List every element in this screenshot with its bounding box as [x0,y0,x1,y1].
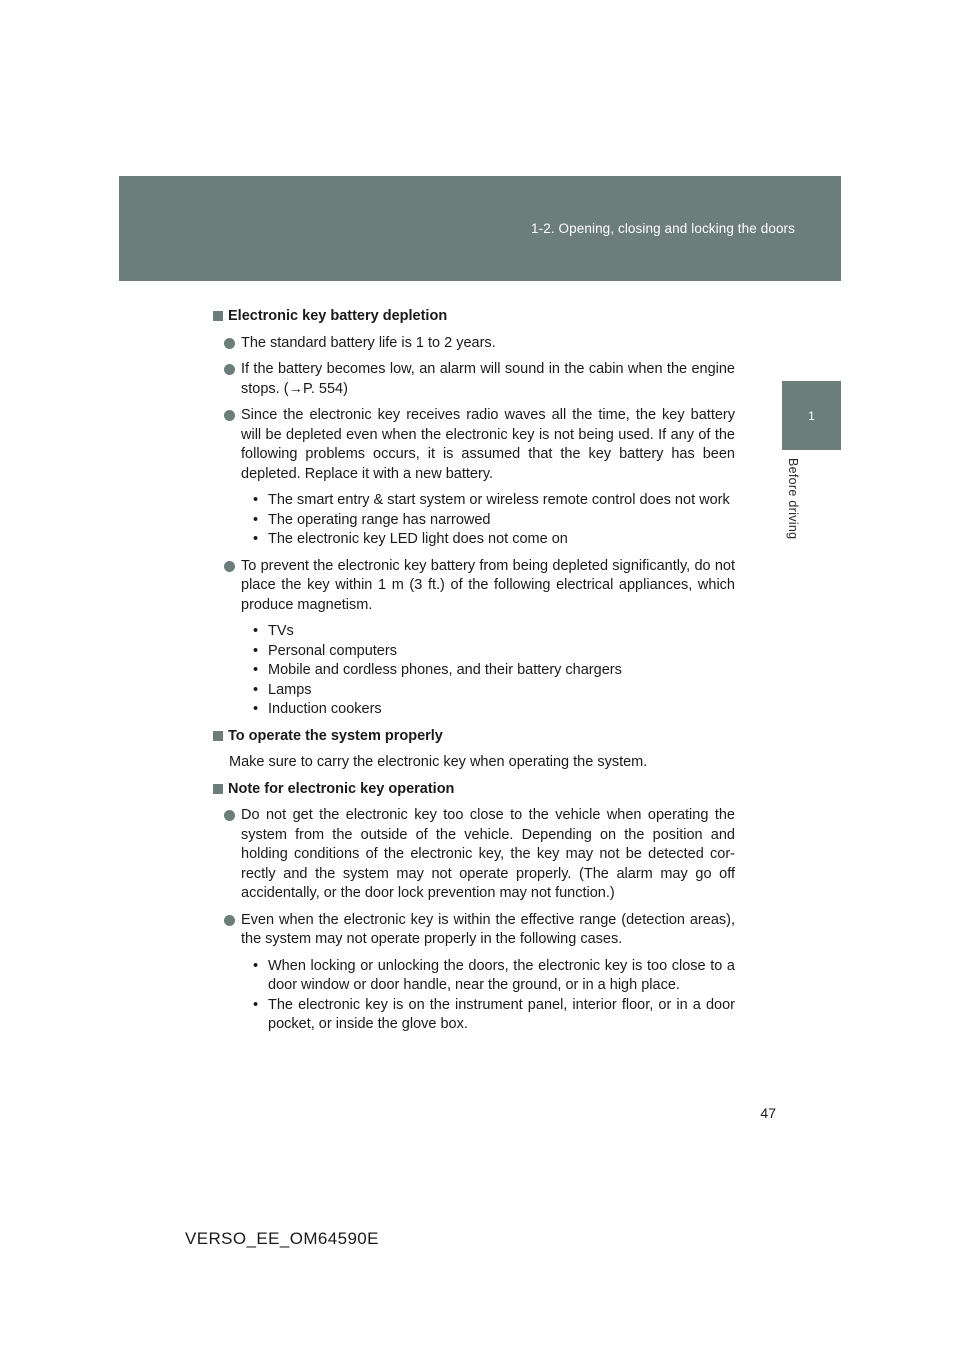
sub-list-item: • The electronic key LED light does not come on [241,530,735,550]
circle-bullet-icon [224,410,235,421]
bullet-item: To prevent the electronic key battery from being depleted significantly, do not place the key within 1 m (3 ft.) of the following electrical appliances, which produce magnetism. [212,557,735,616]
document-code: VERSO_EE_OM64590E [185,1229,379,1248]
bullet-item: Since the electronic key receives radio waves all the time, the key battery will be depleted even when the electronic key is not being used. If any of the following problems occurs, it is assumed that the key battery has been depleted. Replace it with a new battery. [212,406,735,484]
sub-list [241,622,735,720]
chapter-number: 1 [808,408,815,423]
square-bullet-icon [213,784,223,794]
bullet-item: If the battery becomes low, an alarm will sound in the cabin when the engine stops. (→P. 554) [212,360,735,399]
circle-bullet-icon [224,338,235,349]
page-content [212,307,735,1042]
bullet-item: Even when the electronic key is within the effective range (detection areas), the system may not operate properly in the following cases. [212,911,735,950]
section-heading: To operate the system properly [212,727,735,747]
sub-list-item: • Lamps [241,681,735,701]
section-heading: Note for electronic key operation [212,780,735,800]
sub-list-item: • TVs [241,622,735,642]
square-bullet-icon [213,731,223,741]
sub-list-item: • The operating range has narrowed [241,511,735,531]
circle-bullet-icon [224,810,235,821]
paragraph: Make sure to carry the electronic key when operating the system. [229,754,648,770]
sub-list-item: • Mobile and cordless phones, and their battery chargers [241,661,735,681]
section-heading: Electronic key battery depletion [212,307,735,327]
sub-list-item: • Induction cookers [241,700,735,720]
chapter-label: Before driving [786,458,800,540]
page-number: 47 [760,1105,776,1121]
circle-bullet-icon [224,915,235,926]
section-title: 1-2. Opening, closing and locking the doors [531,221,795,236]
chapter-tab [782,381,841,450]
circle-bullet-icon [224,561,235,572]
sub-list-item: • The smart entry & start system or wireless remote control does not work [241,491,735,511]
sub-list-item: • When locking or unlocking the doors, the electronic key is too close to a door window or door handle, near the ground, or in a high place. [241,957,735,996]
sub-list-item: • The electronic key is on the instrument panel, interior floor, or in a door pocket, or inside the glove box. [241,996,735,1035]
sub-list [241,957,735,1035]
sub-list-item: • Personal computers [241,642,735,662]
bullet-item: Do not get the electronic key too close to the vehicle when operating the system from the outside of the vehicle. Depending on the position and holding conditions of the electronic key, the key may not be detected cor-rectly and the system may not operate properly. (The alarm may go off accidentally, or the door lock prevention may not function.) [212,806,735,904]
sub-list [241,491,735,550]
square-bullet-icon [213,311,223,321]
header-band [119,176,841,281]
bullet-item: The standard battery life is 1 to 2 years. [212,334,735,354]
circle-bullet-icon [224,364,235,375]
